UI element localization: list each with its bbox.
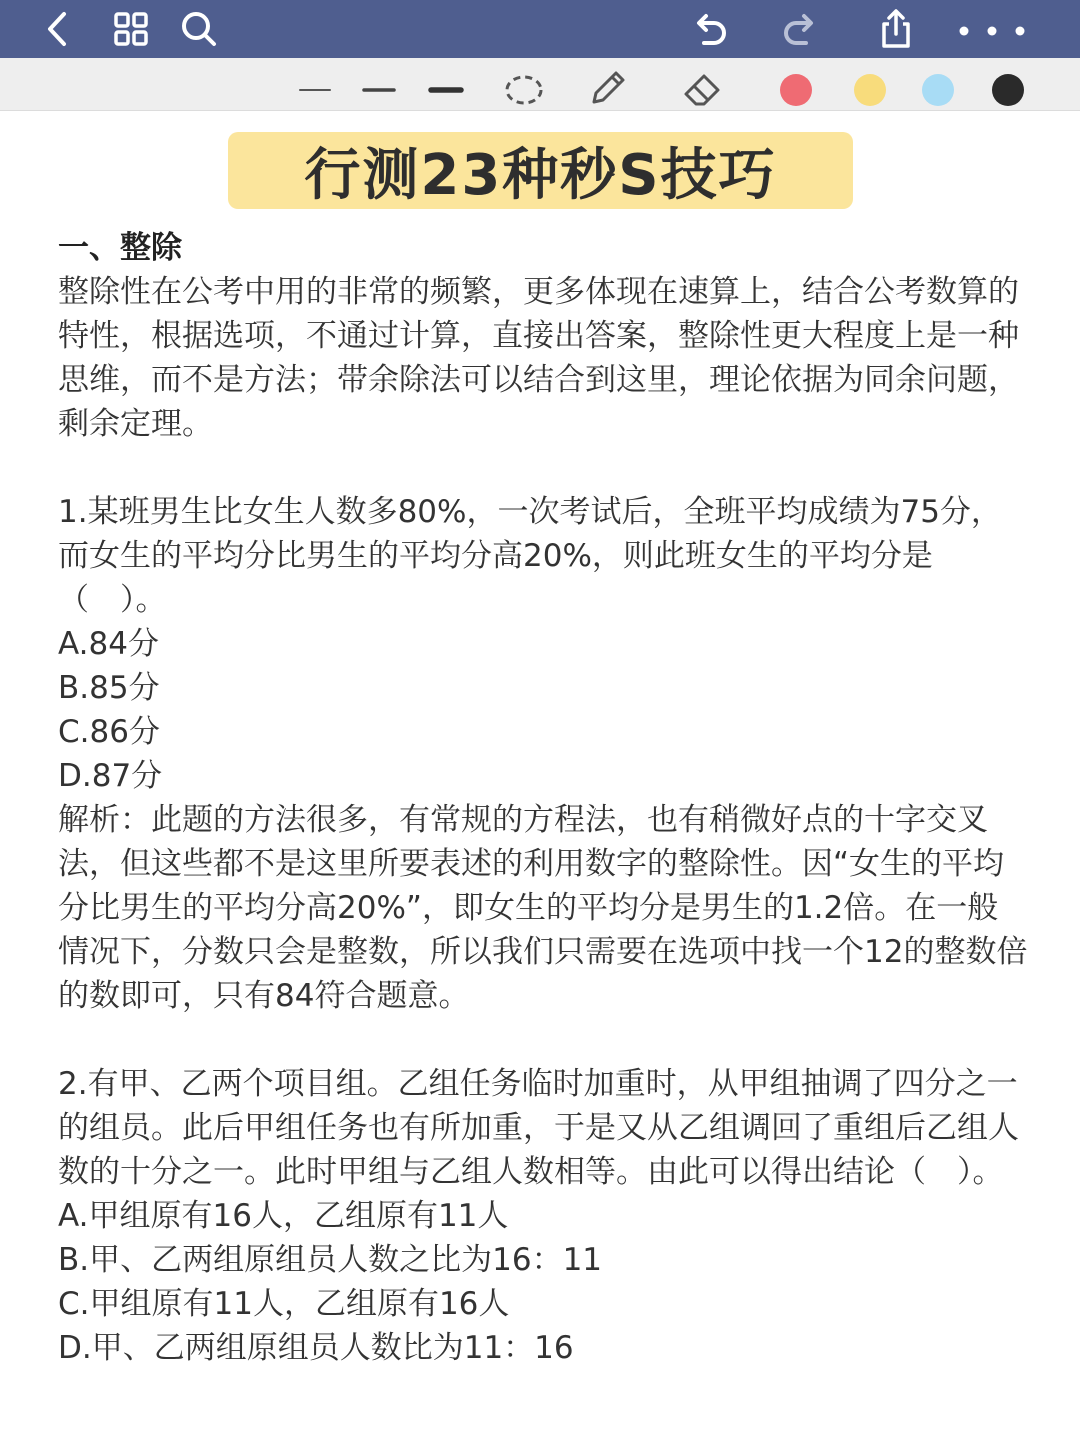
undo-icon[interactable] [686, 6, 732, 52]
share-icon[interactable] [873, 6, 919, 52]
yellow-color-swatch[interactable] [854, 74, 886, 106]
section-intro: 整除性在公考中用的非常的频繁，更多体现在速算上，结合公考数算的特性，根据选项，不通过计算，直接出答案，整除性更大程度上是一种思维，而不是方法；带余除法可以结合到这里，理论依据为同余问题，剩余定理。 [58, 274, 1019, 442]
question-2-option-b: B.甲、乙两组原组员人数之比为16：11 [58, 1242, 603, 1278]
chevron-left-icon[interactable] [36, 6, 82, 52]
blue-color-swatch[interactable] [922, 74, 954, 106]
question-1-analysis: 解析：此题的方法很多，有常规的方程法，也有稍微好点的十字交叉法，但这些都不是这里所要表述的利用数字的整除性。因“女生的平均分比男生的平均分高20%”，即女生的平均分是男生的1.2倍。在一般情况下，分数只会是整数，所以我们只需要在选项中找一个12的整数倍的数即可，只有84符合题意。 [58, 802, 1028, 1014]
title-banner [228, 132, 853, 209]
question-1-option-c: C.86分 [58, 714, 160, 750]
thick-stroke-icon[interactable] [428, 82, 464, 102]
question-2-option-a: A.甲组原有16人，乙组原有11人 [58, 1198, 509, 1234]
red-color-swatch[interactable] [780, 74, 812, 106]
question-1-stem: 1.某班男生比女生人数多80%，一次考试后，全班平均成绩为75分，而女生的平均分比男生的平均分高20%，则此班女生的平均分是（ ）。 [58, 494, 1002, 618]
medium-stroke-icon[interactable] [362, 82, 396, 102]
black-color-swatch[interactable] [992, 74, 1024, 106]
page-title: 行测23种秒S技巧 [304, 142, 777, 208]
document-body [58, 226, 1028, 1370]
question-2-option-d: D.甲、乙两组原组员人数比为11：16 [58, 1330, 574, 1366]
thin-stroke-icon[interactable] [298, 82, 332, 102]
question-2-option-c: C.甲组原有11人，乙组原有16人 [58, 1286, 510, 1322]
grid-icon[interactable] [108, 6, 154, 52]
question-2-stem: 2.有甲、乙两个项目组。乙组任务临时加重时，从甲组抽调了四分之一的组员。此后甲组任务也有所加重，于是又从乙组调回了重组后乙组人数的十分之一。此时甲组与乙组人数相等。由此可以得出结论（ ）。 [58, 1066, 1019, 1190]
more-icon[interactable] [952, 6, 1032, 52]
question-1-option-b: B.85分 [58, 670, 160, 706]
pencil-icon[interactable] [586, 66, 630, 114]
search-icon[interactable] [176, 6, 222, 52]
redo-icon[interactable] [778, 6, 824, 52]
top-navigation-bar [0, 0, 1080, 58]
section-heading: 一、整除 [58, 230, 182, 266]
eraser-icon[interactable] [680, 66, 726, 114]
question-1-option-a: A.84分 [58, 626, 159, 662]
question-1-option-d: D.87分 [58, 758, 163, 794]
lasso-icon[interactable] [502, 70, 546, 114]
